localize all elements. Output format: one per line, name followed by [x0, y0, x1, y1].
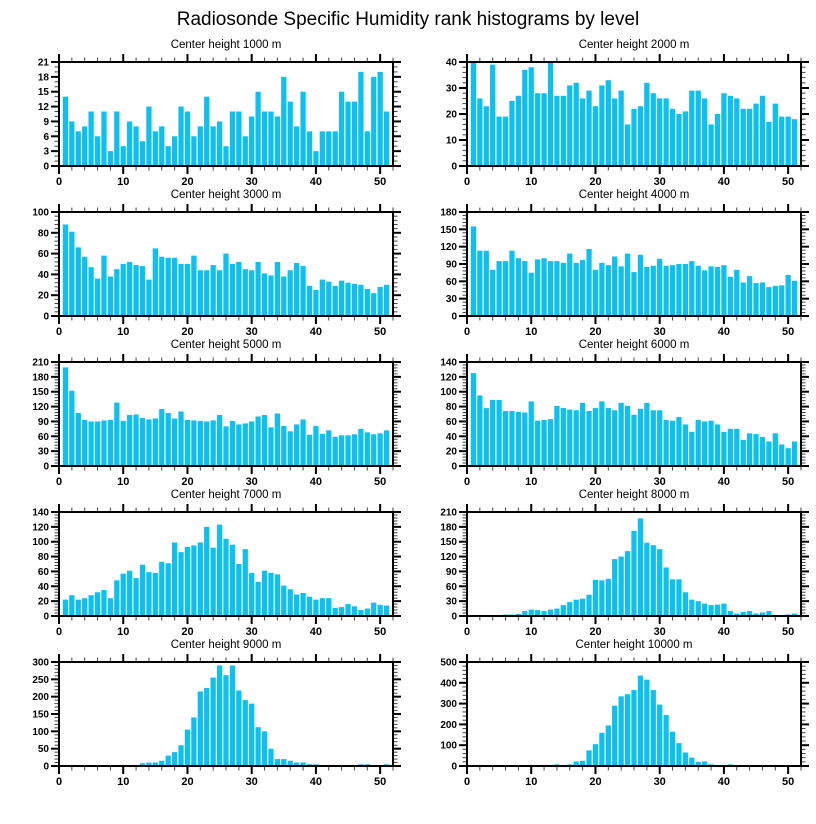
svg-text:40: 40 — [717, 776, 731, 788]
histogram-plot — [0, 354, 408, 488]
svg-text:20: 20 — [589, 326, 602, 338]
svg-text:10: 10 — [117, 176, 130, 188]
panel-title: Center height 10000 m — [575, 639, 693, 651]
svg-text:60: 60 — [445, 416, 457, 428]
panel-title: Center height 6000 m — [578, 339, 690, 351]
svg-text:40: 40 — [445, 57, 457, 69]
svg-text:20: 20 — [37, 596, 49, 608]
svg-text:60: 60 — [445, 276, 457, 288]
svg-text:250: 250 — [32, 674, 49, 686]
svg-text:21: 21 — [37, 57, 49, 69]
svg-text:50: 50 — [374, 626, 387, 638]
svg-text:50: 50 — [37, 744, 49, 756]
svg-text:40: 40 — [309, 176, 323, 188]
svg-text:10: 10 — [117, 326, 130, 338]
svg-text:30: 30 — [653, 326, 666, 338]
svg-text:30: 30 — [37, 446, 49, 458]
svg-text:100: 100 — [440, 740, 457, 752]
svg-text:300: 300 — [440, 699, 457, 711]
svg-text:0: 0 — [55, 326, 63, 338]
svg-text:20: 20 — [181, 776, 194, 788]
svg-text:0: 0 — [451, 461, 457, 473]
svg-text:60: 60 — [37, 566, 49, 578]
svg-text:0: 0 — [55, 626, 63, 638]
svg-text:120: 120 — [32, 402, 49, 414]
svg-text:20: 20 — [181, 176, 194, 188]
svg-text:10: 10 — [525, 476, 538, 488]
panel-title: Center height 3000 m — [170, 189, 282, 201]
panel-title: Center height 1000 m — [170, 39, 282, 51]
svg-text:20: 20 — [589, 176, 602, 188]
svg-text:200: 200 — [32, 692, 49, 704]
svg-text:40: 40 — [717, 176, 731, 188]
svg-text:50: 50 — [782, 776, 795, 788]
svg-text:10: 10 — [525, 326, 538, 338]
svg-text:20: 20 — [589, 626, 602, 638]
svg-text:210: 210 — [32, 357, 49, 369]
svg-text:300: 300 — [32, 657, 49, 669]
svg-text:18: 18 — [37, 72, 49, 84]
svg-text:20: 20 — [589, 776, 602, 788]
svg-text:0: 0 — [463, 626, 471, 638]
svg-text:20: 20 — [181, 626, 194, 638]
histogram-plot — [408, 204, 816, 338]
svg-text:30: 30 — [245, 776, 258, 788]
svg-text:10: 10 — [117, 776, 130, 788]
svg-text:10: 10 — [117, 626, 130, 638]
svg-text:0: 0 — [463, 326, 471, 338]
histogram-plot — [408, 654, 816, 788]
svg-text:90: 90 — [37, 416, 49, 428]
svg-text:30: 30 — [245, 626, 258, 638]
svg-text:30: 30 — [245, 326, 258, 338]
panel-title: Center height 7000 m — [170, 489, 282, 501]
svg-text:140: 140 — [32, 507, 49, 519]
svg-text:0: 0 — [463, 776, 471, 788]
svg-text:20: 20 — [445, 109, 457, 121]
svg-text:30: 30 — [653, 776, 666, 788]
histogram-panel — [0, 39, 408, 189]
panel-title: Center height 8000 m — [578, 489, 690, 501]
svg-text:0: 0 — [55, 176, 63, 188]
svg-text:30: 30 — [653, 476, 666, 488]
svg-text:12: 12 — [37, 102, 49, 114]
svg-text:6: 6 — [43, 131, 49, 143]
svg-text:0: 0 — [451, 161, 457, 173]
svg-text:60: 60 — [37, 431, 49, 443]
svg-text:50: 50 — [782, 176, 795, 188]
histogram-panel — [408, 339, 816, 489]
histogram-panel — [408, 189, 816, 339]
svg-text:0: 0 — [43, 161, 49, 173]
svg-text:3: 3 — [43, 146, 49, 158]
svg-text:40: 40 — [717, 626, 731, 638]
svg-text:120: 120 — [32, 522, 49, 534]
svg-text:30: 30 — [653, 176, 666, 188]
svg-text:0: 0 — [451, 761, 457, 773]
svg-text:20: 20 — [181, 326, 194, 338]
svg-text:30: 30 — [245, 176, 258, 188]
svg-text:60: 60 — [445, 581, 457, 593]
svg-text:40: 40 — [717, 326, 731, 338]
svg-text:210: 210 — [440, 507, 457, 519]
svg-text:0: 0 — [43, 761, 49, 773]
histogram-panel — [0, 339, 408, 489]
svg-text:30: 30 — [245, 476, 258, 488]
svg-text:15: 15 — [37, 87, 49, 99]
svg-text:100: 100 — [32, 726, 49, 738]
svg-text:40: 40 — [309, 626, 323, 638]
histogram-plot — [408, 54, 816, 188]
histogram-plot — [0, 504, 408, 638]
svg-text:180: 180 — [440, 207, 457, 219]
svg-text:120: 120 — [440, 242, 457, 254]
svg-text:0: 0 — [55, 476, 63, 488]
svg-text:20: 20 — [181, 476, 194, 488]
svg-text:0: 0 — [463, 176, 471, 188]
svg-text:0: 0 — [43, 461, 49, 473]
histogram-grid — [0, 39, 816, 789]
svg-text:9: 9 — [43, 116, 49, 128]
svg-text:40: 40 — [37, 581, 49, 593]
svg-text:0: 0 — [55, 776, 63, 788]
svg-text:30: 30 — [445, 294, 457, 306]
svg-text:10: 10 — [525, 776, 538, 788]
histogram-plot — [408, 504, 816, 638]
svg-text:180: 180 — [440, 522, 457, 534]
svg-text:40: 40 — [309, 476, 323, 488]
svg-text:30: 30 — [445, 596, 457, 608]
svg-text:40: 40 — [37, 269, 49, 281]
svg-text:20: 20 — [37, 290, 49, 302]
svg-text:50: 50 — [374, 176, 387, 188]
svg-text:50: 50 — [374, 776, 387, 788]
svg-text:0: 0 — [43, 611, 49, 623]
svg-text:100: 100 — [440, 387, 457, 399]
panel-title: Center height 2000 m — [578, 39, 690, 51]
histogram-panel — [408, 39, 816, 189]
histogram-plot — [0, 204, 408, 338]
histogram-panel — [0, 489, 408, 639]
svg-text:30: 30 — [653, 626, 666, 638]
svg-text:80: 80 — [37, 228, 49, 240]
svg-text:20: 20 — [445, 446, 457, 458]
svg-text:0: 0 — [43, 311, 49, 323]
svg-text:50: 50 — [782, 326, 795, 338]
svg-text:40: 40 — [717, 476, 731, 488]
svg-text:500: 500 — [440, 657, 457, 669]
svg-text:140: 140 — [440, 357, 457, 369]
svg-text:50: 50 — [782, 476, 795, 488]
svg-text:10: 10 — [525, 176, 538, 188]
svg-text:200: 200 — [440, 719, 457, 731]
histogram-plot — [0, 654, 408, 788]
svg-text:150: 150 — [32, 709, 49, 721]
svg-text:90: 90 — [445, 259, 457, 271]
svg-text:120: 120 — [440, 372, 457, 384]
histogram-plot — [0, 54, 408, 188]
svg-text:120: 120 — [440, 552, 457, 564]
histogram-plot — [408, 354, 816, 488]
svg-text:150: 150 — [440, 537, 457, 549]
svg-text:40: 40 — [309, 326, 323, 338]
svg-text:10: 10 — [445, 135, 457, 147]
svg-text:50: 50 — [374, 476, 387, 488]
page-title: Radiosonde Specific Humidity rank histograms by level — [176, 9, 640, 30]
svg-text:400: 400 — [440, 678, 457, 690]
svg-text:0: 0 — [451, 311, 457, 323]
svg-text:150: 150 — [440, 224, 457, 236]
panel-title: Center height 4000 m — [578, 189, 690, 201]
svg-text:0: 0 — [463, 476, 471, 488]
histogram-panel — [408, 639, 816, 789]
svg-text:100: 100 — [32, 537, 49, 549]
svg-text:0: 0 — [451, 611, 457, 623]
svg-text:20: 20 — [589, 476, 602, 488]
histogram-panel — [0, 639, 408, 789]
svg-text:50: 50 — [782, 626, 795, 638]
svg-text:80: 80 — [445, 402, 457, 414]
panel-title: Center height 5000 m — [170, 339, 282, 351]
svg-text:30: 30 — [445, 83, 457, 95]
svg-text:80: 80 — [37, 552, 49, 564]
svg-text:40: 40 — [445, 431, 457, 443]
svg-text:150: 150 — [32, 387, 49, 399]
svg-text:50: 50 — [374, 326, 387, 338]
svg-text:60: 60 — [37, 249, 49, 261]
svg-text:10: 10 — [117, 476, 130, 488]
svg-text:100: 100 — [32, 207, 49, 219]
svg-text:40: 40 — [309, 776, 323, 788]
svg-text:90: 90 — [445, 566, 457, 578]
panel-title: Center height 9000 m — [170, 639, 282, 651]
svg-text:180: 180 — [32, 372, 49, 384]
histogram-panel — [0, 189, 408, 339]
histogram-panel — [408, 489, 816, 639]
svg-text:10: 10 — [525, 626, 538, 638]
